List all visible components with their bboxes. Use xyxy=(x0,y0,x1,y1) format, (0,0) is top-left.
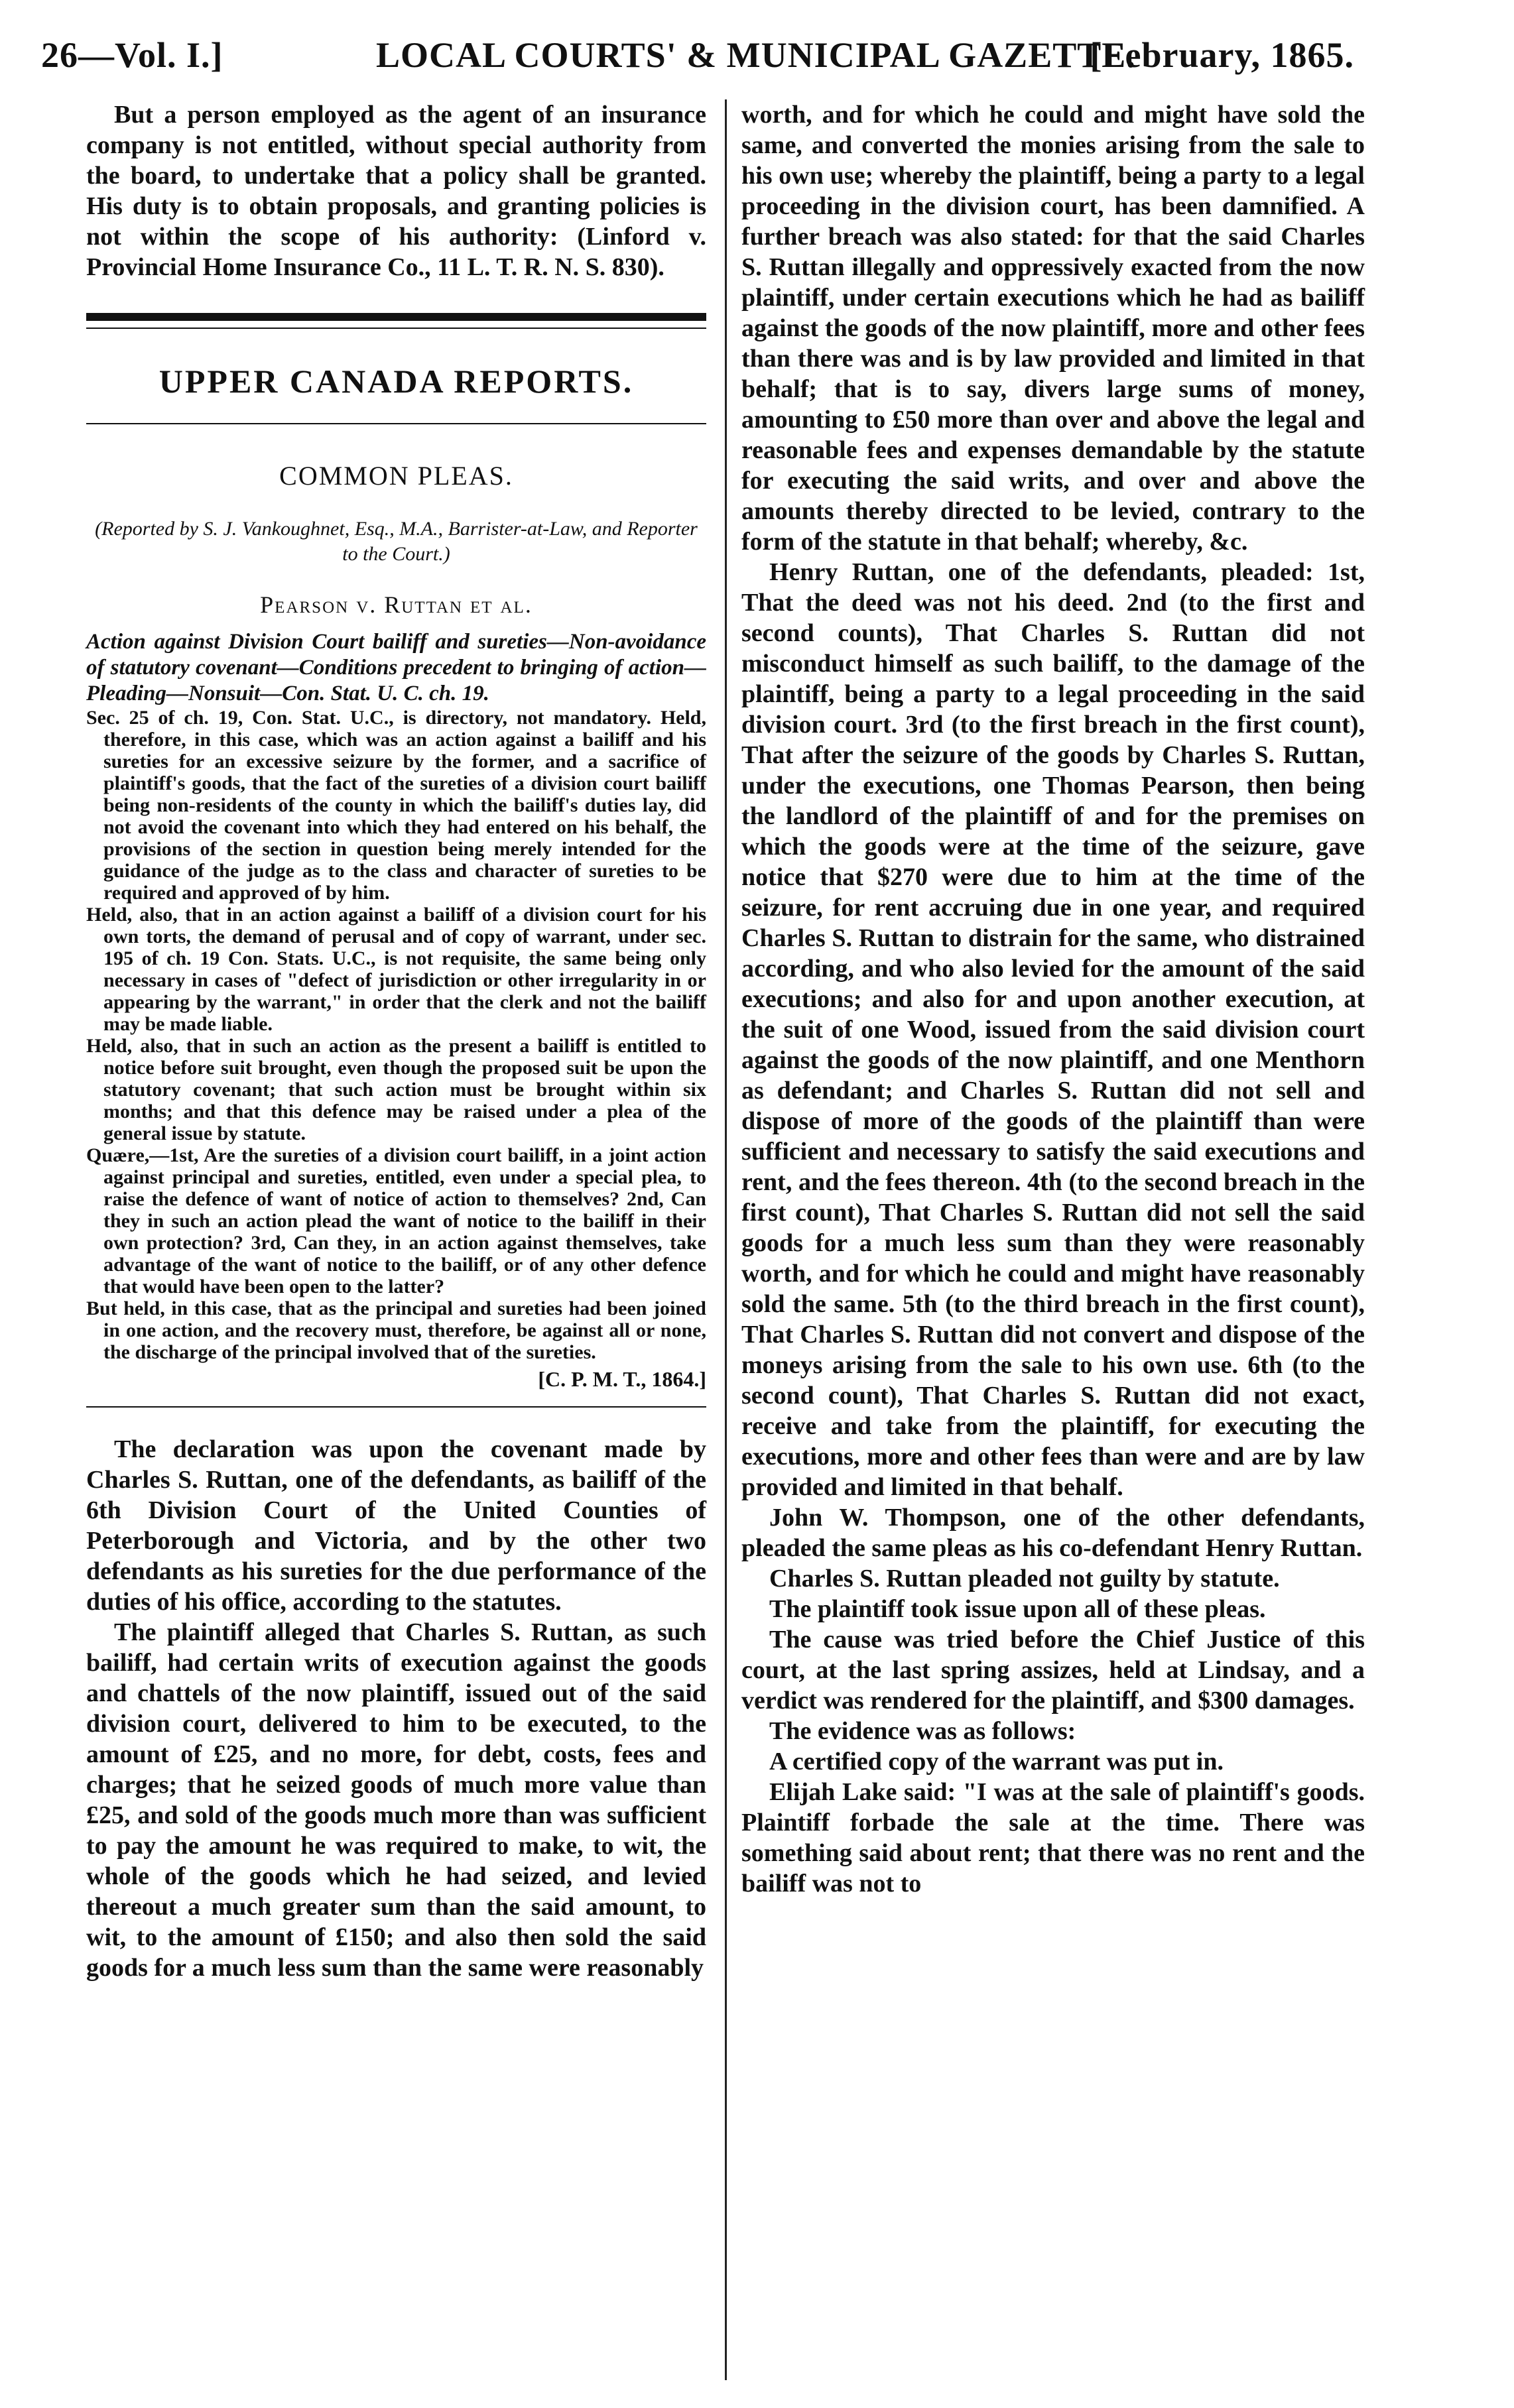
case-syllabus: Action against Division Court bailiff and sureties—Non-avoidance of statutory covenant—Conditions precedent to bringing of action—Pleading—Nonsuit—Con. Stat. U. C. ch. 19. xyxy=(86,630,706,705)
body-paragraph: Charles S. Ruttan pleaded not guilty by statute. xyxy=(769,1565,1280,1593)
right-column xyxy=(741,99,1365,1899)
headnote: Held, also, that in an action against a bailiff of a division court for his own torts, the demand of perusal and of copy of warrant, under sec. 195 of ch. 19 Con. Stats. U.C., is not requisite, the same being only necessary in cases of "defect of jurisdiction or other irregularity in or appearing by the warrant," in order that the clerk and not the bailiff may be made liable. xyxy=(86,904,706,1035)
headnote: Held, also, that in such an action as the present a bailiff is entitled to notice before suit brought, even though the proposed suit be upon the statutory covenant; that such action must be brought within six months; and that this defence may be raised under a plea of the general issue by statute. xyxy=(86,1035,706,1144)
body-paragraph: The plaintiff alleged that Charles S. Ruttan, as such bailiff, had certain writs of execution against the goods and chattels of the now plaintiff, issued out of the said division court, delivered to him to be executed, to the amount of £25, and no more, for debt, costs, fees and charges; that he seized goods of much more value than £25, and sold of the goods much more than was sufficient to pay the amount he was required to make, to wit, the whole of the goods which he had seized, and levied thereout a much greater sum than the said amount, to wit, to the amount of £150; and also then sold the said goods for a much less sum than the same were reasonably xyxy=(86,1618,706,1982)
section-rule-thin xyxy=(86,328,706,329)
headnote: Sec. 25 of ch. 19, Con. Stat. U.C., is directory, not mandatory. Held, therefore, in this case, which was an action against a bailiff and his sureties for an excessive seizure by the former, and a sacrifice of plaintiff's goods, that the fact of the sureties of a division court bailiff being non-residents of the county in which the bailiff's duties lay, did not avoid the covenant into which they had entered on his behalf, the provisions of the section in question being merely intended for the guidance of the judge as to the class and character of sureties to be required and approved of by him. xyxy=(86,707,706,904)
section-rule-heavy xyxy=(86,313,706,321)
title-underline xyxy=(86,423,706,424)
case-citation: [C. P. M. T., 1864.] xyxy=(538,1367,706,1391)
body-paragraph: The declaration was upon the covenant made by Charles S. Ruttan, one of the defendants, as bailiff of the 6th Division Court of the United Counties of Peterborough and Victoria, and by the other two defendants as his sureties for the due performance of the duties of his office, according to the statutes. xyxy=(86,1435,706,1616)
reporter-line: (Reported by S. J. Vankoughnet, Esq., M.A., Barrister-at-Law, and Reporter to the Court.) xyxy=(95,518,698,565)
body-paragraph: Henry Ruttan, one of the defendants, pleaded: 1st, That the deed was not his deed. 2nd (to the first and second counts), That Charles S. Ruttan did not misconduct himself as such bailiff, to the damage of the plaintiff, being a party to a legal proceeding in the said division court. 3rd (to the first breach in the first count), That after the seizure of the goods by Charles S. Ruttan, under the executions, one Thomas Pearson, then being the landlord of the plaintiff of and for the premises on which the goods were at the time of the seizure, gave notice that $270 were due to him at the time of the seizure, for rent accruing due in one year, and required Charles S. Ruttan to distrain for the same, who distrained according, and who also levied for the amount of the said executions; and also for and upon another execution, at the suit of one Wood, issued from the said division court against the goods of the now plaintiff, and one Menthorn as defendant; and Charles S. Ruttan did not sell and dispose of more of the goods of the plaintiff than were sufficient and necessary to satisfy the said executions and rent, and the fees thereon. 4th (to the second breach in the first count), That Charles S. Ruttan did not sell the said goods for a much less sum than they were reasonably worth, and for which he could and might have reasonably sold the same. 5th (to the third breach in the first count), That Charles S. Ruttan did not convert and dispose of the moneys arising from the sale to his own use. 6th (to the second count), That Charles S. Ruttan did not exact, receive and take from the plaintiff, for executing the executions, more and other fees than were and are by law provided and limited in that behalf. xyxy=(741,558,1365,1501)
court-name: COMMON PLEAS. xyxy=(279,461,513,491)
page-number-volume: 26—Vol. I.] xyxy=(41,35,223,75)
intro-paragraph: But a person employed as the agent of an insurance company is not entitled, without special authority from the board, to undertake that a policy shall be granted. His duty is to obtain proposals, and granting policies is not within the scope of his authority: (Linford v. Provincial Home Insurance Co., 11 L. T. R. N. S. 830). xyxy=(86,101,706,281)
headnote: Quære,—1st, Are the sureties of a division court bailiff, in a joint action against principal and sureties, entitled, even under a special plea, to raise the defence of want of notice of action to themselves? 2nd, Can they in such an action plead the want of notice to the bailiff in their own protection? 3rd, Can they, in an action against themselves, take advantage of the want of notice to the bailiff, or of any other defence that would have been open to the latter? xyxy=(86,1144,706,1297)
case-name: Pearson v. Ruttan et al. xyxy=(260,591,533,618)
issue-date: [February, 1865. xyxy=(1090,35,1354,75)
body-paragraph: worth, and for which he could and might have sold the same, and converted the monies arising from the sale to his own use; whereby the plaintiff, being a party to a legal proceeding in the division court, has been damnified. A further breach was also stated: for that the said Charles S. Ruttan illegally and oppressively exacted from the now plaintiff, under certain executions which he had as bailiff against the goods of the now plaintiff, more and other fees than there was and is by law provided and limited in that behalf; that is to say, divers large sums of money, amounting to £50 more than over and above the legal and reasonable fees and expenses demandable by the statute for executing the said writs, and over and above the amounts thereby directed to be levied, contrary to the form of the statute in that behalf; whereby, &c. xyxy=(741,101,1365,556)
publication-title: LOCAL COURTS' & MUNICIPAL GAZETTE. xyxy=(376,35,1136,75)
body-paragraph: Elijah Lake said: "I was at the sale of plaintiff's goods. Plaintiff forbade the sale at the time. There was something said about rent; that there was no rent and the bailiff was not to xyxy=(741,1778,1365,1897)
column-divider xyxy=(725,99,727,2380)
citation-rule xyxy=(86,1406,706,1408)
body-paragraph: John W. Thompson, one of the other defendants, pleaded the same pleas as his co-defendant Henry Ruttan. xyxy=(741,1504,1365,1562)
body-paragraph: The cause was tried before the Chief Justice of this court, at the last spring assizes, held at Lindsay, and a verdict was rendered for the plaintiff, and $300 damages. xyxy=(741,1626,1365,1715)
section-title: UPPER CANADA REPORTS. xyxy=(158,363,634,400)
page-header xyxy=(41,34,1354,88)
left-column xyxy=(86,99,706,1983)
body-paragraph: A certified copy of the warrant was put in. xyxy=(769,1748,1224,1776)
body-paragraph: The evidence was as follows: xyxy=(769,1717,1076,1745)
body-paragraph: The plaintiff took issue upon all of these pleas. xyxy=(769,1595,1266,1623)
headnote: But held, in this case, that as the principal and sureties had been joined in one action, and the recovery must, therefore, be against all or none, the discharge of the principal involved that of the sureties. xyxy=(86,1297,706,1363)
